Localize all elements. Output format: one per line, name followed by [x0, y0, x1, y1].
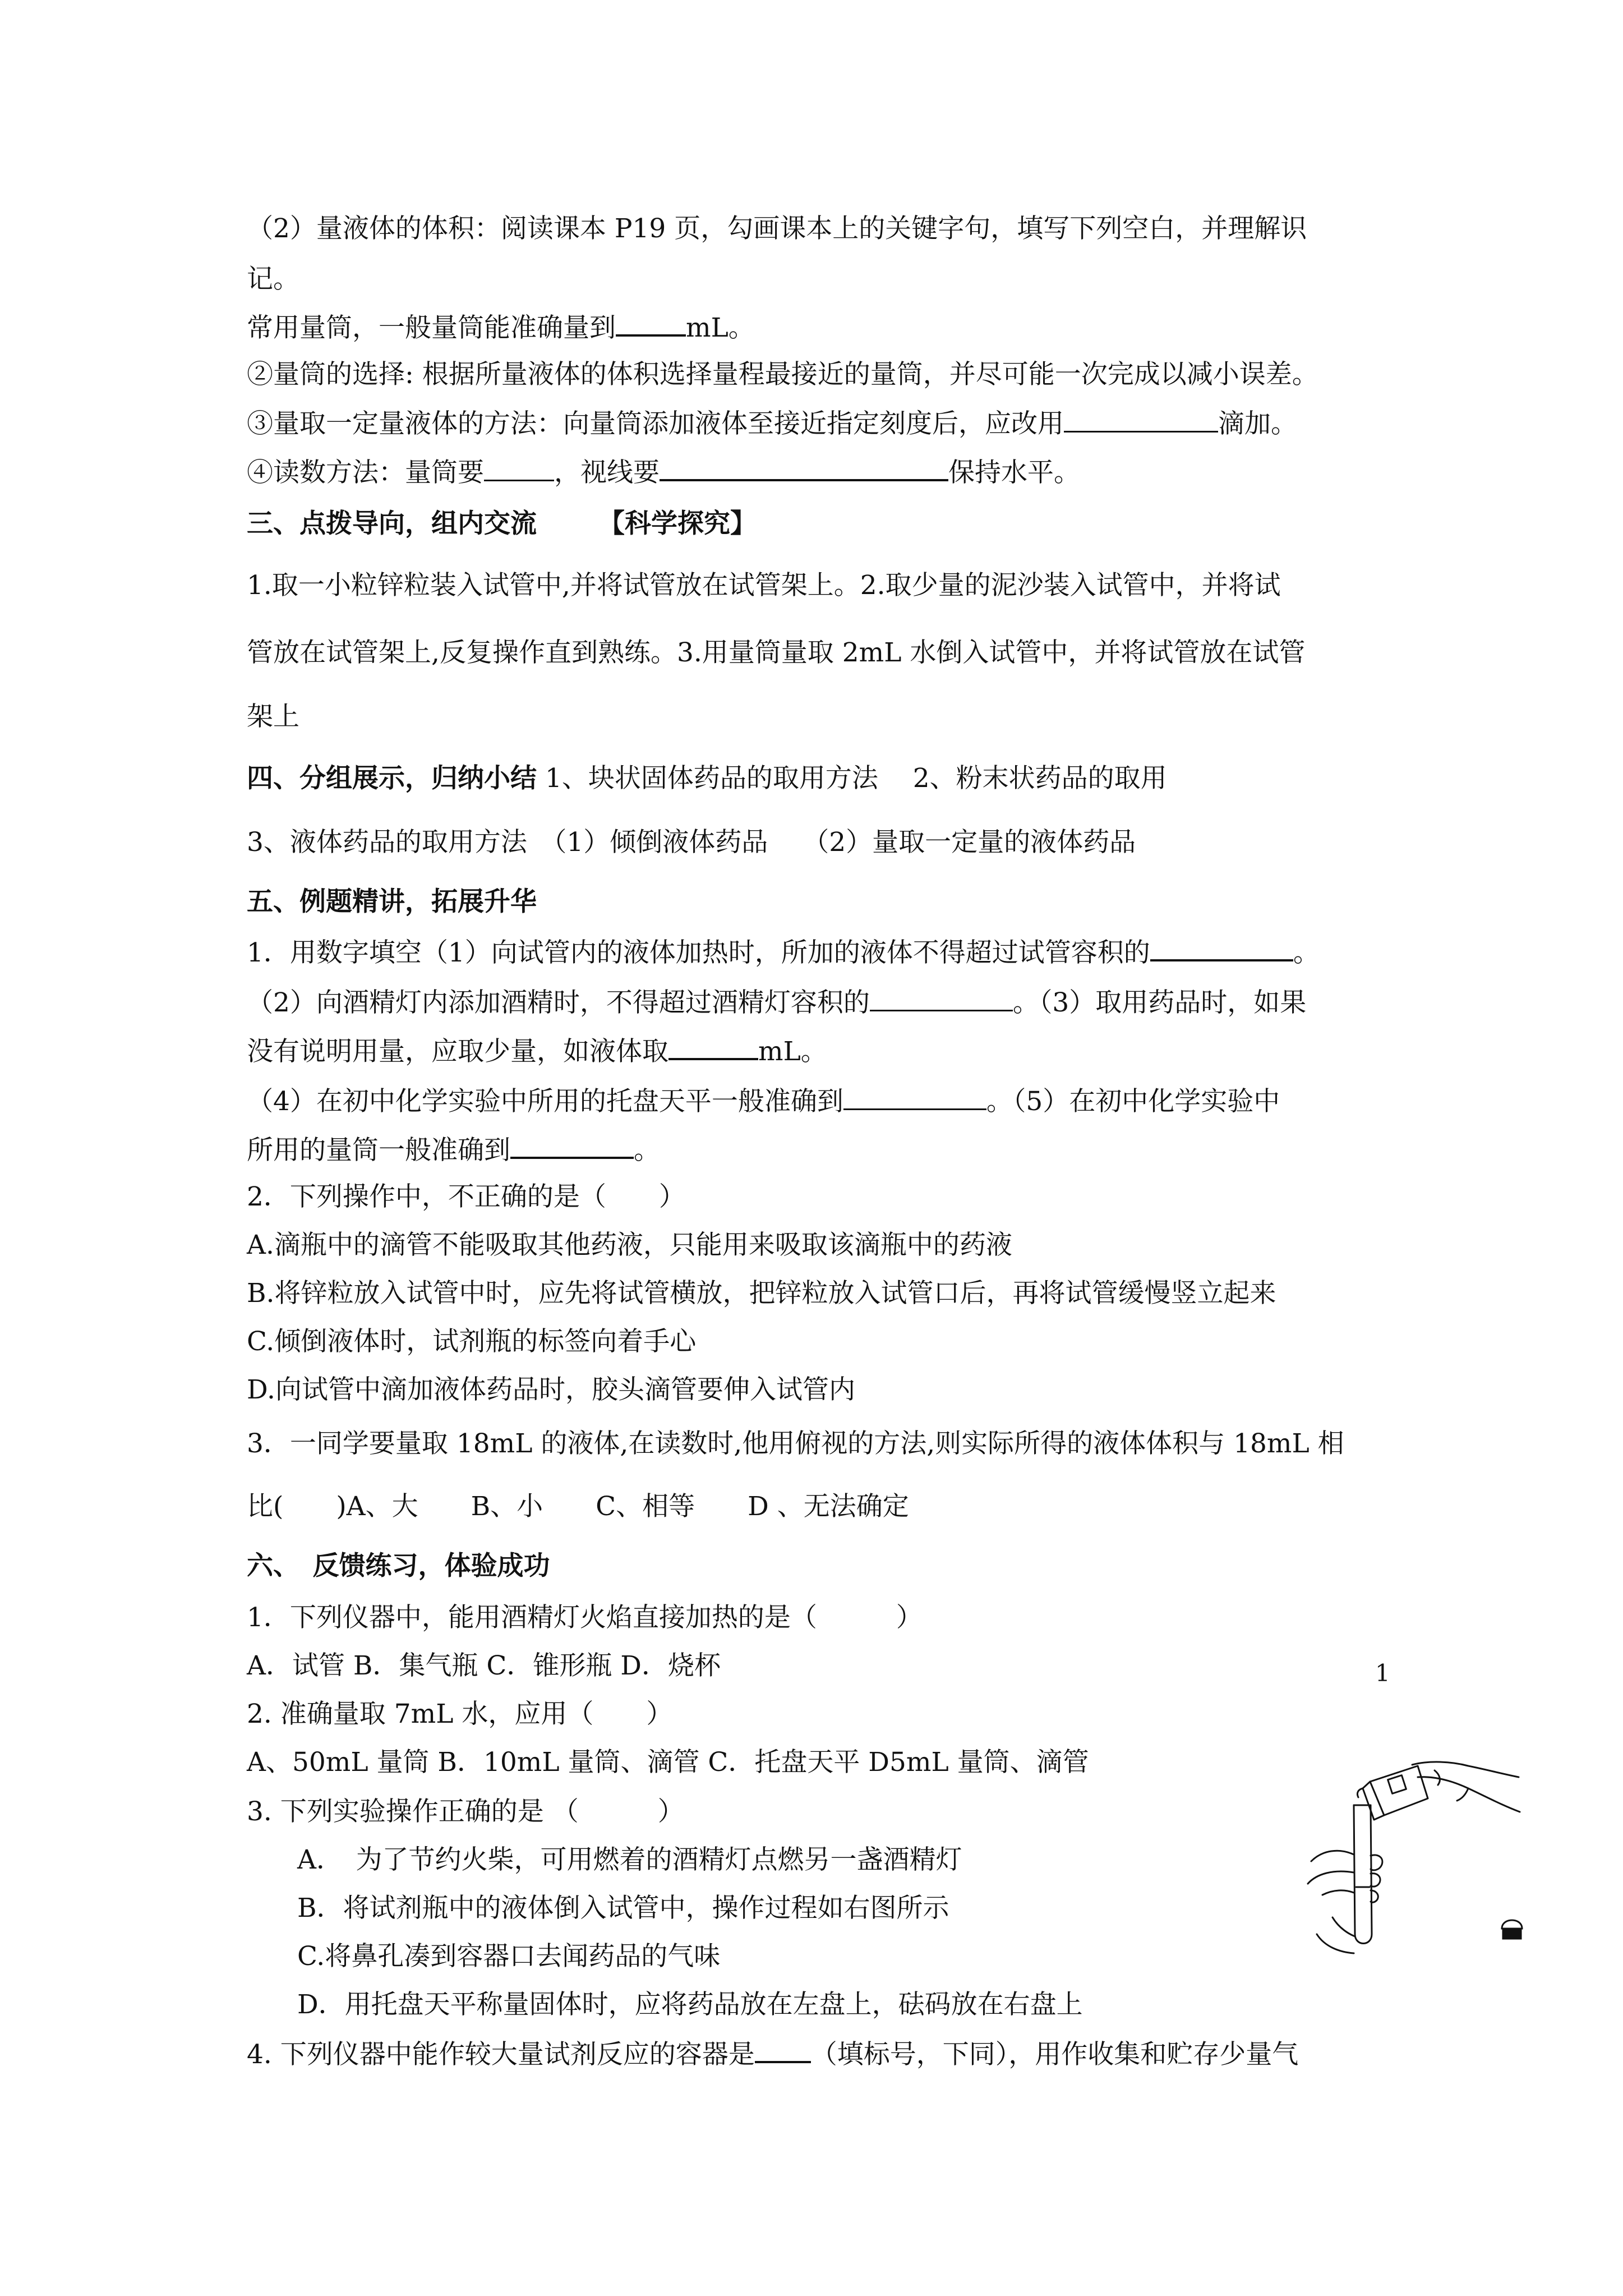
blank-q1-4[interactable]: [843, 1084, 986, 1110]
text: 没有说明用量，应取少量，如液体取: [247, 1036, 668, 1067]
text: （4）在初中化学实验中所用的托盘天平一般准确到: [247, 1086, 843, 1117]
text: ④读数方法：量筒要: [247, 457, 484, 488]
sec5-q2-option-a: A.滴瓶中的滴管不能吸取其他药液，只能用来吸取该滴瓶中的药液: [247, 1230, 1012, 1260]
sec4-line-1: [247, 762, 1167, 795]
text: mL。: [686, 312, 755, 343]
page-number: 1: [1375, 1659, 1390, 1687]
sec2-line-3: [247, 310, 755, 345]
blank-q1-5[interactable]: [510, 1132, 634, 1159]
text: （填标号，下同），用作收集和贮存少量气: [810, 2039, 1299, 2070]
text: 所用的量筒一般准确到: [247, 1135, 510, 1166]
sec6-heading: 六、 反馈练习，体验成功: [247, 1550, 550, 1581]
blank-sightline[interactable]: [660, 454, 948, 481]
section-tag: 【科学探究】: [598, 508, 757, 539]
blank-cylinder[interactable]: [484, 455, 554, 481]
text: 。（3）取用药品时，如果: [1012, 987, 1307, 1018]
sec5-q1-line-4: [247, 1084, 1280, 1119]
text: 滴加。: [1218, 408, 1297, 439]
sec6-p1-options: A．试管 B．集气瓶 C．锥形瓶 D．烧杯: [247, 1650, 721, 1681]
blank-q1-3[interactable]: [668, 1033, 758, 1060]
sec5-q1-line-1: [247, 935, 1320, 970]
section-heading: 三、点拨导向，组内交流: [247, 508, 537, 539]
sec5-q1-line-3: [247, 1033, 827, 1069]
sec5-q2-option-c: C.倾倒液体时，试剂瓶的标签向着手心: [247, 1326, 697, 1357]
sec2-line-4: ②量筒的选择: 根据所量液体的体积选择量程最接近的量筒，并尽可能一次完成以减小误差。: [247, 359, 1318, 390]
sec5-q3-line-1: 3．一同学要量取 18mL 的液体,在读数时,他用俯视的方法,则实际所得的液体体积与 18mL 相: [247, 1428, 1344, 1459]
sec6-p3-option-b: B．将试剂瓶中的液体倒入试管中，操作过程如右图所示: [297, 1893, 949, 1924]
blank-p4[interactable]: [755, 2036, 811, 2063]
blank-dropper[interactable]: [1064, 406, 1218, 432]
sec5-q1-line-2: [247, 985, 1306, 1020]
text: 。: [1293, 937, 1320, 968]
text: ，视线要: [554, 457, 660, 488]
blank-q1-2[interactable]: [870, 985, 1013, 1011]
sec5-q2: 2．下列操作中，不正确的是（ ）: [247, 1181, 685, 1212]
sec2-line-5: [247, 406, 1297, 441]
sec3-heading-line: [247, 507, 757, 541]
sec3-line-2: 管放在试管架上,反复操作直到熟练。3.用量筒量取 2mL 水倒入试管中，并将试管放在试管: [247, 637, 1306, 668]
text: mL。: [758, 1036, 827, 1067]
text: 1、块状固体药品的取用方法 2、粉末状药品的取用: [537, 763, 1167, 794]
text: 保持水平。: [948, 457, 1080, 488]
text: 。（5）在初中化学实验中: [986, 1086, 1280, 1117]
sec2-line-6: [247, 454, 1080, 490]
sec5-q2-option-b: B.将锌粒放入试管中时，应先将试管横放，把锌粒放入试管口后，再将试管缓慢竖立起来: [247, 1278, 1276, 1309]
text: ③量取一定量液体的方法：向量筒添加液体至接近指定刻度后，应改用: [247, 408, 1064, 439]
sec2-line-2: 记。: [247, 264, 299, 295]
sec6-p2: 2. 准确量取 7mL 水，应用（ ）: [247, 1699, 673, 1729]
sec6-p2-options: A、50mL 量筒 B．10mL 量筒、滴管 C．托盘天平 D5mL 量筒、滴管: [247, 1747, 1089, 1778]
sec6-p3: 3. 下列实验操作正确的是 （ ）: [247, 1796, 684, 1827]
blank-q1-1[interactable]: [1150, 935, 1293, 961]
sec6-p3-option-a: A． 为了节约火柴，可用燃着的酒精灯点燃另一盏酒精灯: [297, 1844, 962, 1875]
sec6-p3-option-c: C.将鼻孔凑到容器口去闻药品的气味: [297, 1941, 721, 1972]
sec5-heading: 五、例题精讲，拓展升华: [247, 886, 537, 917]
sec5-q3-line-2: 比( )A、大 B、小 C、相等 D 、无法确定: [247, 1491, 909, 1522]
section-heading: 四、分组展示，归纳小结: [247, 763, 537, 794]
sec6-p1: 1．下列仪器中，能用酒精灯火焰直接加热的是（ ）: [247, 1602, 923, 1633]
sec5-q2-option-d: D.向试管中滴加液体药品时，胶头滴管要伸入试管内: [247, 1374, 855, 1405]
sec4-line-2: 3、液体药品的取用方法 （1）倾倒液体药品 （2）量取一定量的液体药品: [247, 827, 1136, 858]
text: 。: [634, 1135, 660, 1166]
sec2-line-1: （2）量液体的体积：阅读课本 P19 页，勾画课本上的关键字句，填写下列空白，并理解识: [247, 213, 1307, 244]
text: 1．用数字填空（1）向试管内的液体加热时，所加的液体不得超过试管容积的: [247, 937, 1150, 968]
sec5-q1-line-5: [247, 1132, 660, 1167]
sec6-p4: [247, 2036, 1298, 2072]
pouring-liquid-into-test-tube-icon: [1300, 1749, 1536, 1973]
blank-volume[interactable]: [616, 310, 686, 337]
sec6-p3-option-d: D．用托盘天平称量固体时，应将药品放在左盘上，砝码放在右盘上: [297, 1989, 1083, 2020]
text: 常用量筒，一般量筒能准确量到: [247, 312, 616, 343]
sec3-line-3: 架上: [247, 701, 299, 732]
text: 4. 下列仪器中能作较大量试剂反应的容器是: [247, 2039, 755, 2070]
text: （2）向酒精灯内添加酒精时，不得超过酒精灯容积的: [247, 987, 870, 1018]
sec3-line-1: 1.取一小粒锌粒装入试管中,并将试管放在试管架上。2.取少量的泥沙装入试管中，并将试: [247, 570, 1281, 601]
